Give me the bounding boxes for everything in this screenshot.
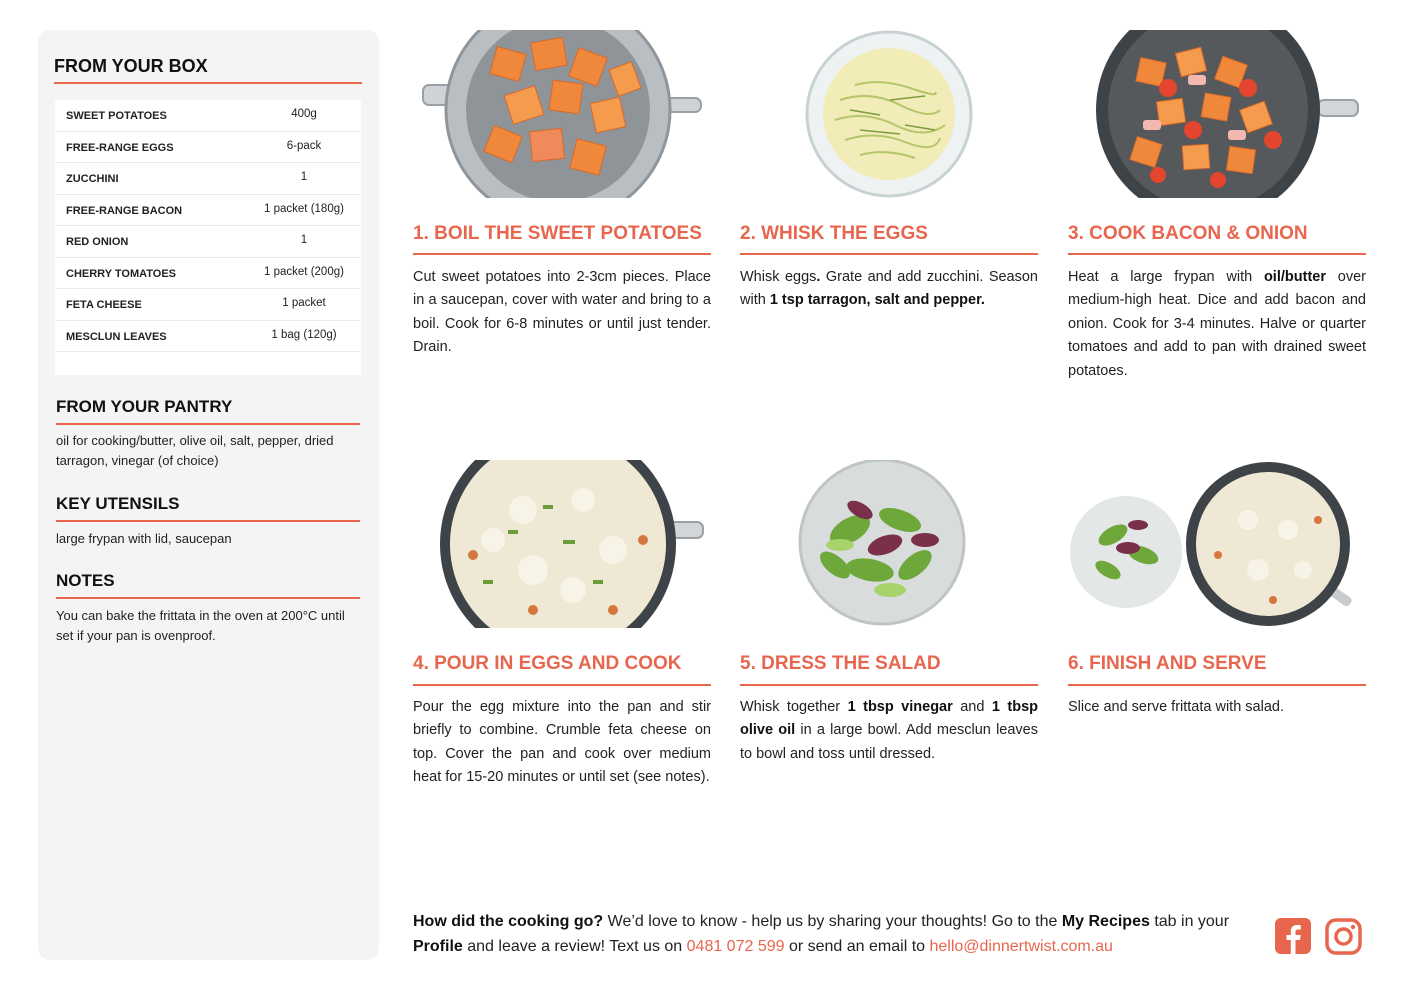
text-segment: How did the cooking go? xyxy=(413,913,604,930)
step-1-title: 1. BOIL THE SWEET POTATOES xyxy=(413,223,702,244)
ingredients-table xyxy=(55,100,361,375)
text-segment: Whisk eggs xyxy=(740,269,817,285)
text-segment: oil/butter xyxy=(1263,269,1326,285)
notes-heading: NOTES xyxy=(56,571,115,590)
step-5-text xyxy=(740,696,1038,766)
ingredient-row xyxy=(55,100,361,132)
notes-text: You can bake the frittata in the oven at 200°C until set if your pan is ovenproof. xyxy=(56,608,345,643)
step-3-text xyxy=(1068,266,1366,383)
step-6-photo xyxy=(1068,460,1366,628)
step-5-title: 5. DRESS THE SALAD xyxy=(740,653,941,674)
step-1-photo xyxy=(413,30,711,198)
step-1-text xyxy=(413,266,711,360)
ingredient-row xyxy=(55,132,361,164)
divider xyxy=(740,684,1038,686)
ingredient-qty: 6-pack xyxy=(286,139,322,152)
ingredient-row xyxy=(55,226,361,258)
divider xyxy=(54,82,362,84)
step-2-text xyxy=(740,266,1038,313)
divider xyxy=(413,253,711,255)
step-2-title: 2. WHISK THE EGGS xyxy=(740,223,928,244)
text-segment: over medium-high heat. Dice and add bacon and onion. Cook for 3-4 minutes. Halve or quarter tomatoes and add to pan with drained sweet potatoes. xyxy=(1068,269,1366,379)
ingredient-qty: 1 xyxy=(300,234,308,246)
ingredient-name: ZUCCHINI xyxy=(66,173,119,185)
ingredient-name: RED ONION xyxy=(66,236,129,248)
ingredient-row xyxy=(55,195,361,227)
text-segment: Whisk together xyxy=(740,699,848,715)
text-segment: My Recipes xyxy=(1061,913,1150,930)
ingredients-panel xyxy=(38,30,379,960)
divider xyxy=(413,684,711,686)
ingredient-qty: 1 packet (200g) xyxy=(264,265,344,278)
ingredient-row xyxy=(55,321,361,353)
text-segment: Grate and add zucchini. Season with xyxy=(740,269,1038,309)
text-segment[interactable]: hello@dinnertwist.com.au xyxy=(929,938,1113,955)
ingredient-qty: 400g xyxy=(291,108,317,120)
step-2-photo xyxy=(740,30,1038,198)
divider xyxy=(56,520,360,522)
text-segment: 1 tsp tarragon, salt and pepper. xyxy=(769,292,985,309)
text-segment: tab in your xyxy=(1149,913,1230,930)
step-4-text xyxy=(413,696,711,790)
text-segment: 1 tbsp vinegar xyxy=(847,699,953,715)
ingredient-qty: 1 xyxy=(300,171,308,183)
text-segment: in a large bowl. Add mesclun leaves to bowl and toss until dressed. xyxy=(740,722,1038,762)
text-segment: Heat a large frypan with xyxy=(1068,269,1264,285)
step-5-photo xyxy=(740,460,1038,628)
utensils-heading: KEY UTENSILS xyxy=(56,494,180,513)
ingredient-row xyxy=(55,163,361,195)
pantry-text: oil for cooking/butter, olive oil, salt, pepper, dried tarragon, vinegar (of choice) xyxy=(56,433,334,468)
pantry-heading: FROM YOUR PANTRY xyxy=(56,397,233,416)
divider xyxy=(56,423,360,425)
ingredient-name: FREE-RANGE EGGS xyxy=(66,141,174,154)
ingredient-row xyxy=(55,258,361,290)
feedback-message xyxy=(413,909,1263,959)
text-segment: and xyxy=(952,699,992,715)
text-segment[interactable]: 0481 072 599 xyxy=(686,938,785,955)
divider xyxy=(740,253,1038,255)
facebook-icon[interactable] xyxy=(1275,918,1313,956)
text-segment: We’d love to know - help us by sharing your thoughts! Go to the xyxy=(603,913,1062,930)
step-3-photo xyxy=(1068,30,1366,198)
utensils-text: large frypan with lid, saucepan xyxy=(56,531,232,546)
divider xyxy=(56,597,360,599)
ingredient-name: FREE-RANGE BACON xyxy=(66,204,183,217)
ingredient-qty: 1 packet (180g) xyxy=(264,202,344,215)
ingredient-name: CHERRY TOMATOES xyxy=(66,267,177,280)
ingredient-qty: 1 packet xyxy=(282,297,326,309)
text-segment: Pour the egg mixture into the pan and stir briefly to combine. Crumble feta cheese on top. Cover the pan and cook over medium heat for 15-20 minutes or until set (see notes). xyxy=(413,699,711,786)
step-4-photo xyxy=(413,460,711,628)
text-segment: 1 tbsp olive oil xyxy=(740,699,1039,739)
text-segment: Profile xyxy=(413,938,463,955)
ingredient-qty: 1 bag (120g) xyxy=(271,328,337,341)
ingredient-name: FETA CHEESE xyxy=(66,299,142,311)
text-segment: and leave a review! Text us on xyxy=(462,938,687,955)
ingredient-name: SWEET POTATOES xyxy=(66,110,167,122)
divider xyxy=(1068,684,1366,686)
text-segment: Slice and serve frittata with salad. xyxy=(1068,699,1284,715)
ingredient-row xyxy=(55,289,361,321)
step-4-title: 4. POUR IN EGGS AND COOK xyxy=(413,653,682,674)
text-segment: . xyxy=(816,269,821,285)
step-3-title: 3. COOK BACON & ONION xyxy=(1068,223,1308,244)
step-6-title: 6. FINISH AND SERVE xyxy=(1068,653,1267,674)
ingredient-name: MESCLUN LEAVES xyxy=(66,330,167,343)
text-segment: or send an email to xyxy=(784,938,930,955)
divider xyxy=(1068,253,1366,255)
instagram-icon[interactable] xyxy=(1325,918,1363,956)
text-segment: Cut sweet potatoes into 2-3cm pieces. Place in a saucepan, cover with water and bring to a boil. Cook for 6-8 minutes or until just tender. Drain. xyxy=(413,269,711,356)
step-6-text xyxy=(1068,696,1366,719)
from-your-box-heading: FROM YOUR BOX xyxy=(54,56,208,76)
